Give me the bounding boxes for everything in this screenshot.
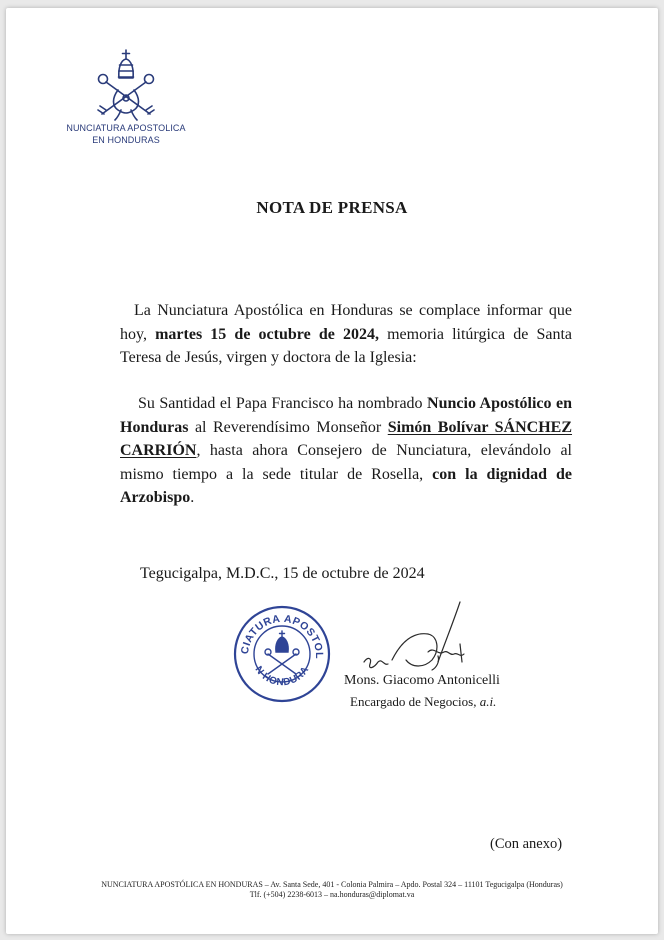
appointment-text-g: . [190,489,195,506]
signer-name: Mons. Giacomo Antonicelli [344,673,500,688]
appointment-office-bold: Nuncio Apostólico en Honduras [120,395,573,436]
place-date: Tegucigalpa, M.D.C., 15 de octubre de 2024 [140,565,425,582]
nunciature-seal-icon [232,604,332,704]
appointment-paragraph [120,392,572,510]
org-name-line1: NUNCIATURA APOSTOLICA [66,123,186,133]
seal-bottom-text: N HONDURA [252,664,312,689]
intro-text-a: La Nunciatura Apostólica en Honduras se complace informar que hoy, [120,302,572,343]
archbishop-dignity-bold: con la dignidad de Arzobispo [120,465,572,506]
annex-note: (Con anexo) [490,836,563,852]
letterhead-org-name [46,122,206,146]
appointment-text-c: al Reverendísimo Monseñor [188,418,388,436]
appointment-text-e: , hasta ahora Consejero de Nunciatura, elevándolo al mismo tiempo a la sede titular de Rosella, [120,442,572,483]
signer-role-text: Encargado de Negocios, [350,694,477,709]
org-name-line2: EN HONDURAS [92,135,160,145]
footer-contact: Tlf. (+504) 2238-6013 – na.honduras@diplomat.va [249,890,415,899]
page-footer [26,880,638,900]
papal-crest-icon [88,48,164,122]
signer-role-suffix: a.i. [479,694,497,709]
document-title: NOTA DE PRENSA [256,198,408,217]
appointment-text-a: Su Santidad el Papa Francisco ha nombrado [138,395,428,412]
intro-paragraph [120,299,572,370]
footer-address: NUNCIATURA APOSTÓLICA EN HONDURAS – Av. Santa Sede, 401 - Colonia Palmira – Apdo. Postal 324 – 11101 Tegucigalpa (Honduras) [101,880,563,889]
handwritten-signature-icon [342,596,472,680]
intro-text-c: memoria litúrgica de Santa Teresa de Jesús, virgen y doctora de la Iglesia: [120,325,572,366]
signer-role [350,694,496,710]
document-page [6,8,658,934]
seal-ring-text: CIATURA APOSTOL [238,612,326,660]
intro-date-bold: martes 15 de octubre de 2024, [155,325,379,343]
appointee-name: Simón Bolívar SÁNCHEZ CARRIÓN [120,418,573,459]
